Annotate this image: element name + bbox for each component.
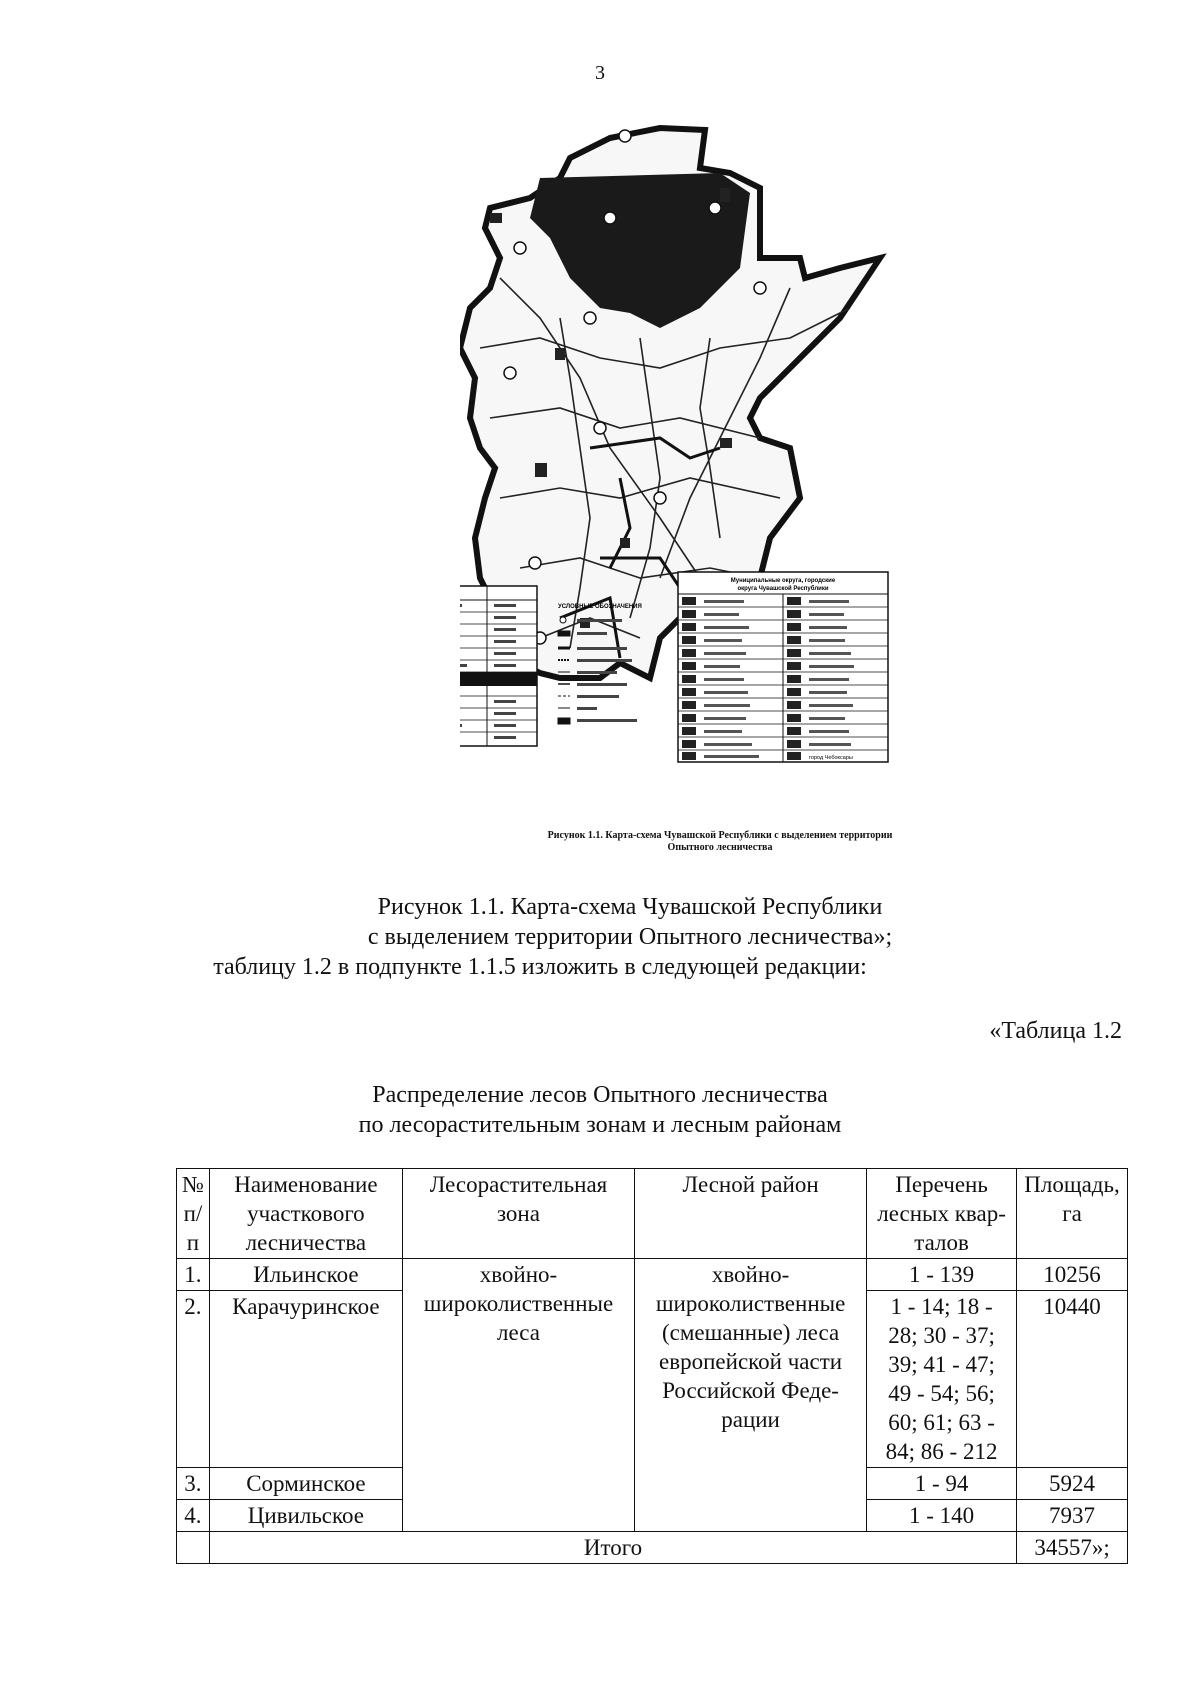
header-region: Лесной район (635, 1169, 867, 1259)
row1-area: 10256 (1017, 1259, 1128, 1291)
legend-middle-title: УСЛОВНЫЕ ОБОЗНАЧЕНИЯ (558, 604, 642, 610)
total-value: 34557»; (1017, 1532, 1128, 1564)
row3-num: 3. (177, 1468, 210, 1500)
map-figure (460, 118, 960, 878)
row4-area: 7937 (1017, 1500, 1128, 1532)
figure-small-caption-line1: Рисунок 1.1. Карта-схема Чувашской Республики с выделением территории (547, 830, 893, 841)
figure-small-caption-line2: Опытного лесничества (667, 842, 773, 853)
legend-right-title: Муниципальные округа, городские (730, 578, 836, 584)
figure-small-caption (460, 830, 980, 854)
caption-line3: таблицу 1.2 в подпункте 1.1.5 изложить в следующей редакции: (213, 954, 867, 980)
row4-quarters: 1 - 140 (867, 1500, 1017, 1532)
row2-quarters: 1 - 14; 18 - 28; 30 - 37; 39; 41 - 47; 49 - 54; 56; 60; 61; 63 - 84; 86 - 212 (867, 1291, 1017, 1468)
table-row (177, 1259, 1128, 1291)
row2-num: 2. (177, 1291, 210, 1468)
header-zone: Лесорастительная зона (402, 1169, 634, 1259)
table-title-line2: по лесорастительным зонам и лесным районам (358, 1112, 842, 1138)
caption-line1: Рисунок 1.1. Карта-схема Чувашской Республики (377, 894, 883, 920)
region-cell: хвойно- широколиственные (смешанные) леса европейской части Российской Феде- рации (635, 1259, 867, 1532)
page-number: 3 (595, 62, 605, 84)
table-title-line1: Распределение лесов Опытного лесничества (372, 1082, 828, 1108)
forest-distribution-table (176, 1168, 1128, 1564)
row2-area: 10440 (1017, 1291, 1128, 1468)
header-quarters: Перечень лесных квар- талов (867, 1169, 1017, 1259)
row1-quarters: 1 - 139 (867, 1259, 1017, 1291)
legend-right-title-2: округа Чувашской Республики (737, 586, 829, 592)
header-num: № п/п (177, 1169, 210, 1259)
table-header-row (177, 1169, 1128, 1259)
header-area: Площадь, га (1017, 1169, 1128, 1259)
header-name: Наименование участкового лесничества (209, 1169, 402, 1259)
legend-left (460, 586, 537, 746)
republic-map-image (460, 118, 960, 878)
legend-city-label: город Чебоксары (809, 755, 853, 761)
row1-name: Ильинское (209, 1259, 402, 1291)
row3-name: Сорминское (209, 1468, 402, 1500)
row4-name: Цивильское (209, 1500, 402, 1532)
zone-cell: хвойно- широколиственные леса (402, 1259, 634, 1532)
table-total-row (177, 1532, 1128, 1564)
total-label: Итого (209, 1532, 1016, 1564)
row2-name: Карачуринское (209, 1291, 402, 1468)
table-label: «Таблица 1.2 (989, 1018, 1122, 1044)
caption-line2: с выделением территории Опытного лесничества»; (367, 924, 893, 950)
row4-num: 4. (177, 1500, 210, 1532)
row3-area: 5924 (1017, 1468, 1128, 1500)
legend-right (678, 572, 888, 762)
row1-num: 1. (177, 1259, 210, 1291)
total-empty-cell (177, 1532, 210, 1564)
row3-quarters: 1 - 94 (867, 1468, 1017, 1500)
